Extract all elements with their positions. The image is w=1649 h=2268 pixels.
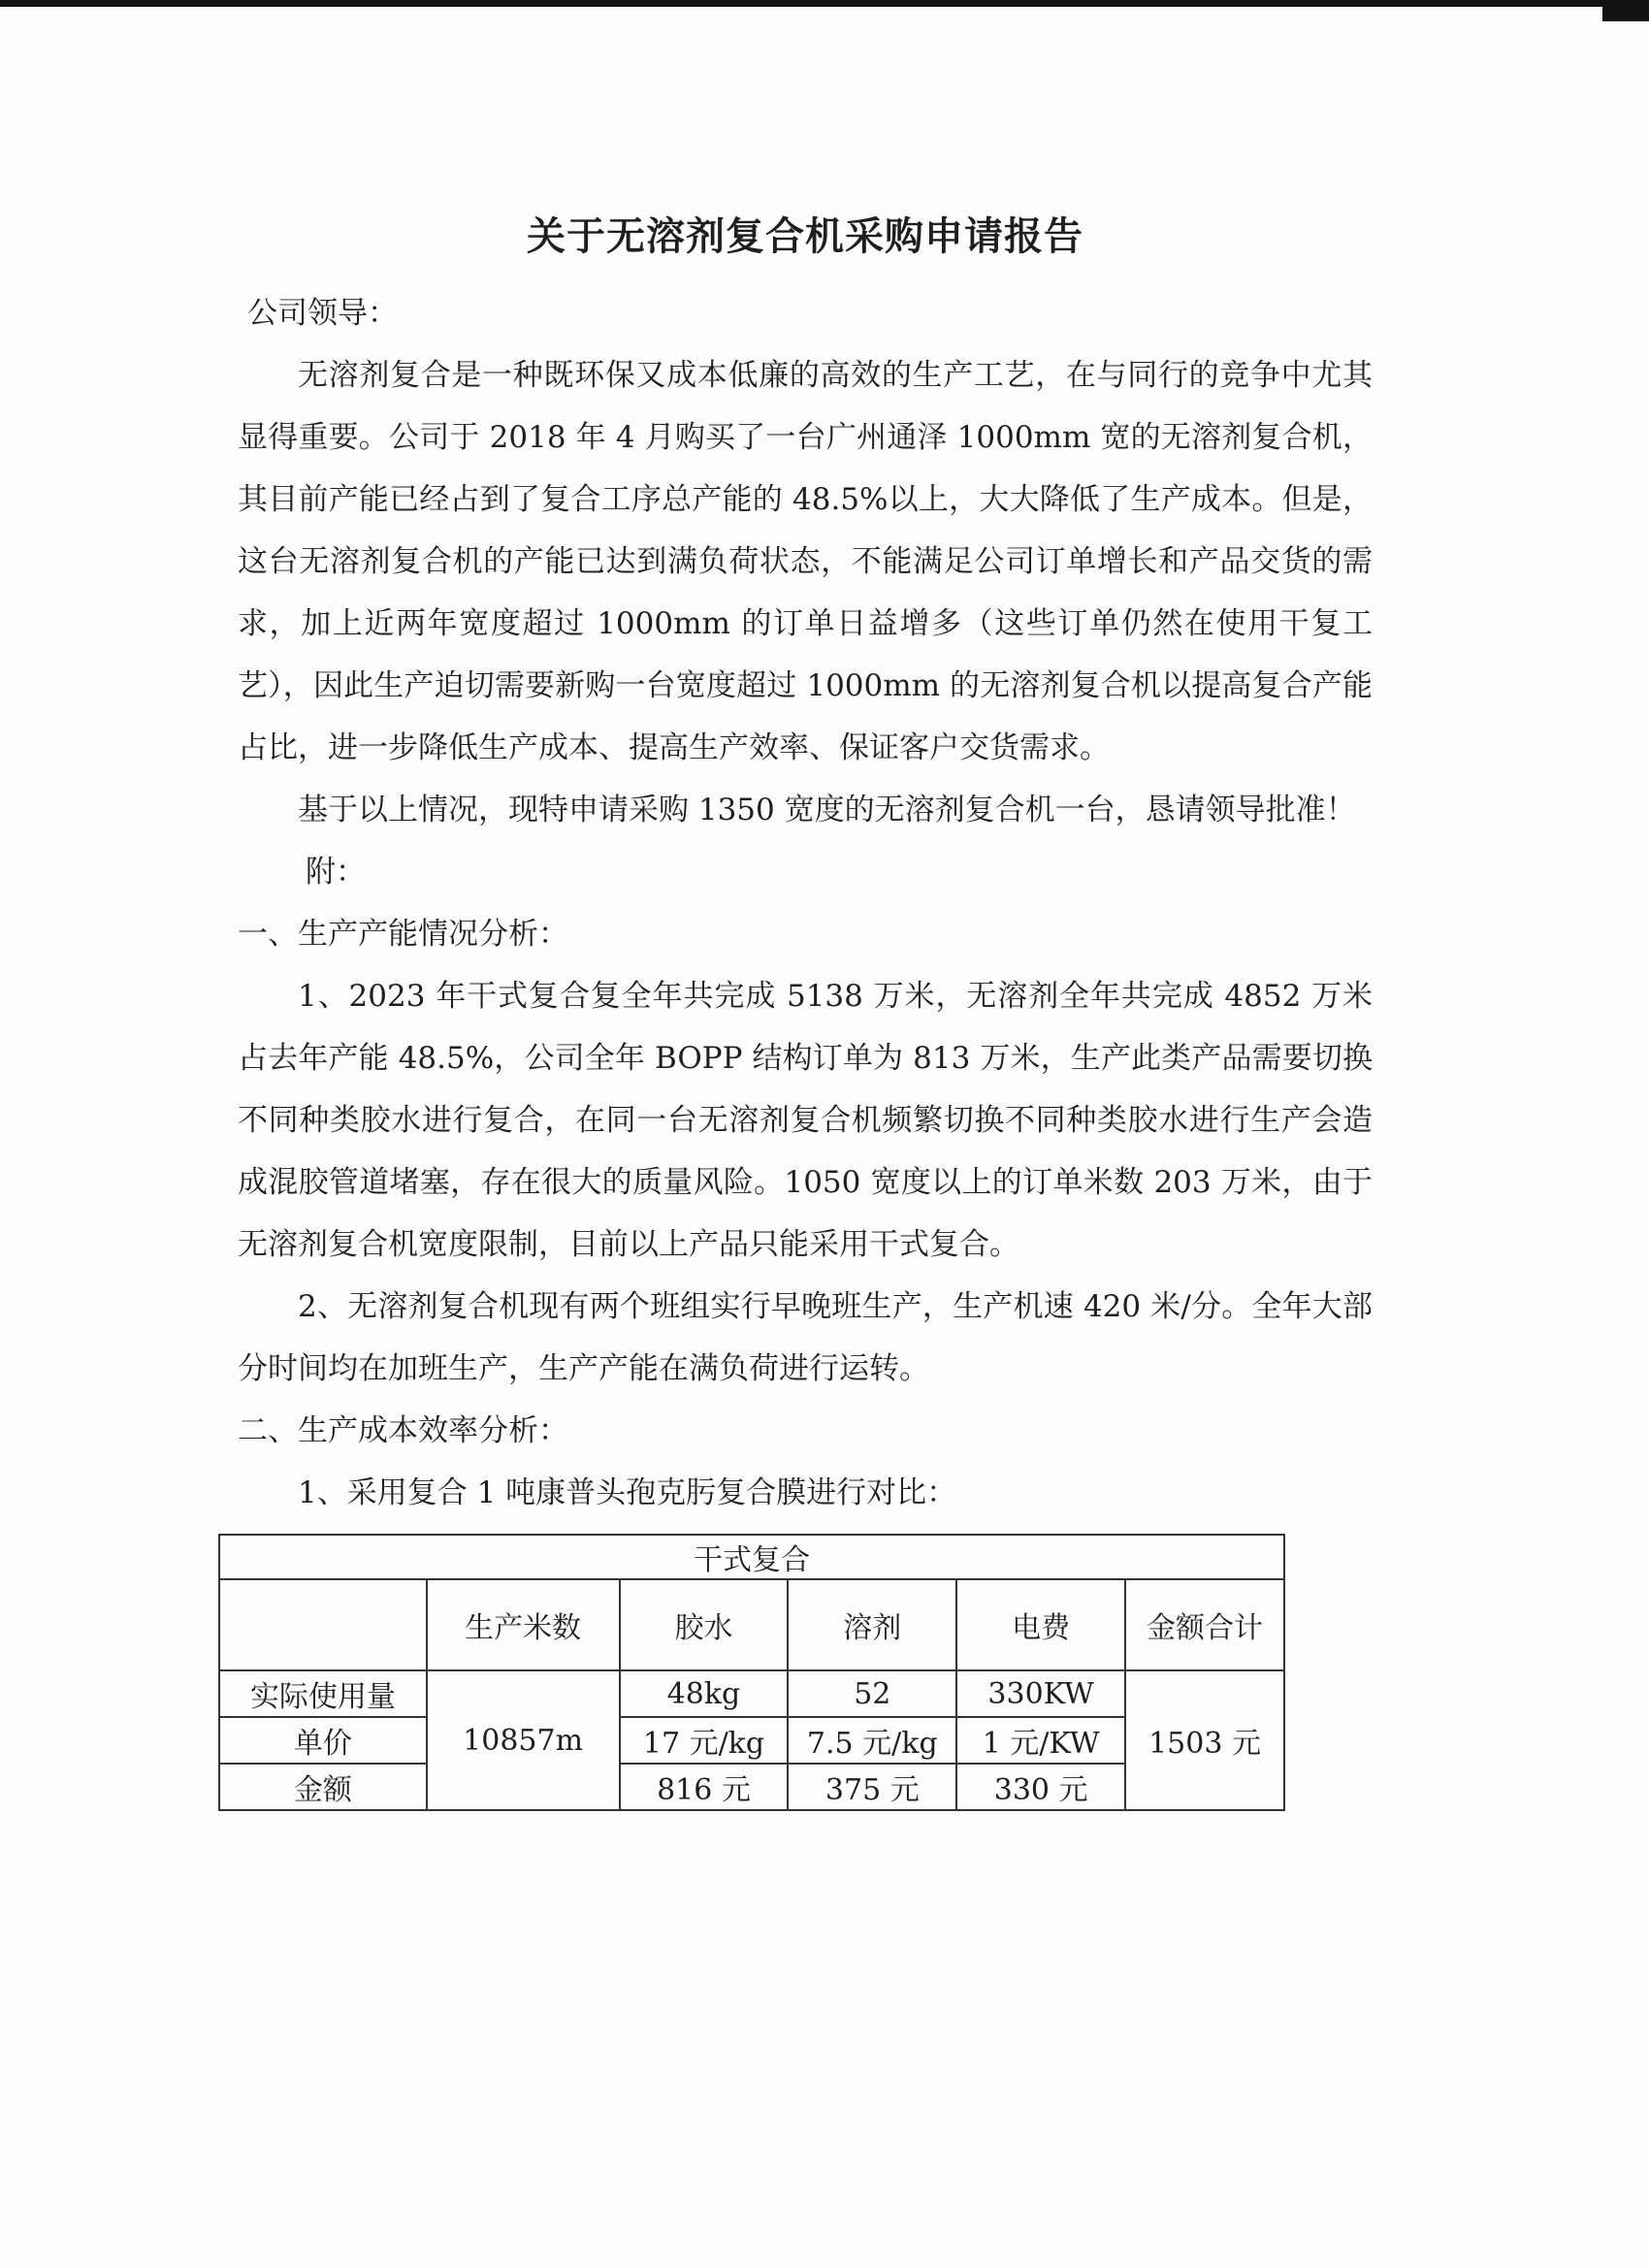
paragraph-intro: 无溶剂复合是一种既环保又成本低廉的高效的生产工艺，在与同行的竞争中尤其显得重要。公司于 2018 年 4 月购买了一台广州通泽 1000mm 宽的无溶剂复合机，其目前产能已经占到了复合工序总产能的 48.5%以上，大大降低了生产成本。但是，这台无溶剂复合机的产能已达到满负荷状态，不能满足公司订单增长和产品交货的需求，加上近两年宽度超过 1000mm 的订单日益增多（这些订单仍然在使用干复工艺），因此生产迫切需要新购一台宽度超过 1000mm 的无溶剂复合机以提高复合产能占比，进一步降低生产成本、提高生产效率、保证客户交货需求。 — [238, 358, 1373, 765]
column-header-total: 金额合计 — [1125, 1579, 1284, 1670]
section1-item-2: 2、无溶剂复合机现有两个班组实行早晚班生产，生产机速 420 米/分。全年大部分时间均在加班生产，生产产能在满负荷进行运转。 — [238, 1289, 1373, 1386]
scan-edge-top — [0, 0, 1649, 7]
table-row — [219, 1670, 1284, 1717]
section1-item-1: 1、2023 年干式复合复全年共完成 5138 万米，无溶剂全年共完成 4852 万米占去年产能 48.5%，公司全年 BOPP 结构订单为 813 万米，生产此类产品需要切换不同种类胶水进行复合，在同一台无溶剂复合机频繁切换不同种类胶水进行生产会造成混胶管道堵塞，存在很大的质量风险。1050 宽度以上的订单米数 203 万米，由于无溶剂复合机宽度限制，目前以上产品只能采用干式复合。 — [238, 979, 1373, 1262]
total-value: 1503 元 — [1125, 1670, 1284, 1810]
table-corner-cell — [219, 1579, 427, 1670]
power-value: 330 元 — [956, 1764, 1125, 1810]
table-column-header-row — [219, 1579, 1284, 1670]
row-label: 单价 — [219, 1717, 427, 1764]
table-group-header: 干式复合 — [219, 1535, 1284, 1579]
section2-item-1: 1、采用复合 1 吨康普头孢克肟复合膜进行对比： — [298, 1475, 957, 1510]
column-header-glue: 胶水 — [620, 1579, 789, 1670]
meters-value: 10857m — [427, 1670, 620, 1810]
scan-edge-corner — [1602, 0, 1649, 21]
document-title: 关于无溶剂复合机采购申请报告 — [527, 213, 1083, 259]
table-group-header-row — [219, 1535, 1284, 1579]
power-value: 1 元/KW — [956, 1717, 1125, 1764]
solvent-value: 375 元 — [788, 1764, 956, 1810]
glue-value: 17 元/kg — [620, 1717, 789, 1764]
power-value: 330KW — [956, 1670, 1125, 1717]
column-header-meters: 生产米数 — [427, 1579, 620, 1670]
glue-value: 48kg — [620, 1670, 789, 1717]
row-label: 金额 — [219, 1764, 427, 1810]
document-page — [238, 206, 1373, 1811]
column-header-solvent: 溶剂 — [788, 1579, 956, 1670]
solvent-value: 52 — [788, 1670, 956, 1717]
cost-comparison-table — [218, 1534, 1285, 1811]
row-label: 实际使用量 — [219, 1670, 427, 1717]
section1-heading: 一、生产产能情况分析： — [238, 917, 568, 952]
table-row — [219, 1764, 1284, 1810]
attachment-label: 附： — [306, 855, 366, 890]
paragraph-request: 基于以上情况，现特申请采购 1350 宽度的无溶剂复合机一台，恳请领导批准！ — [298, 793, 1356, 827]
solvent-value: 7.5 元/kg — [788, 1717, 956, 1764]
section2-heading: 二、生产成本效率分析： — [238, 1413, 568, 1448]
column-header-power: 电费 — [956, 1579, 1125, 1670]
glue-value: 816 元 — [620, 1764, 789, 1810]
table-row — [219, 1717, 1284, 1764]
salutation: 公司领导： — [247, 296, 398, 331]
